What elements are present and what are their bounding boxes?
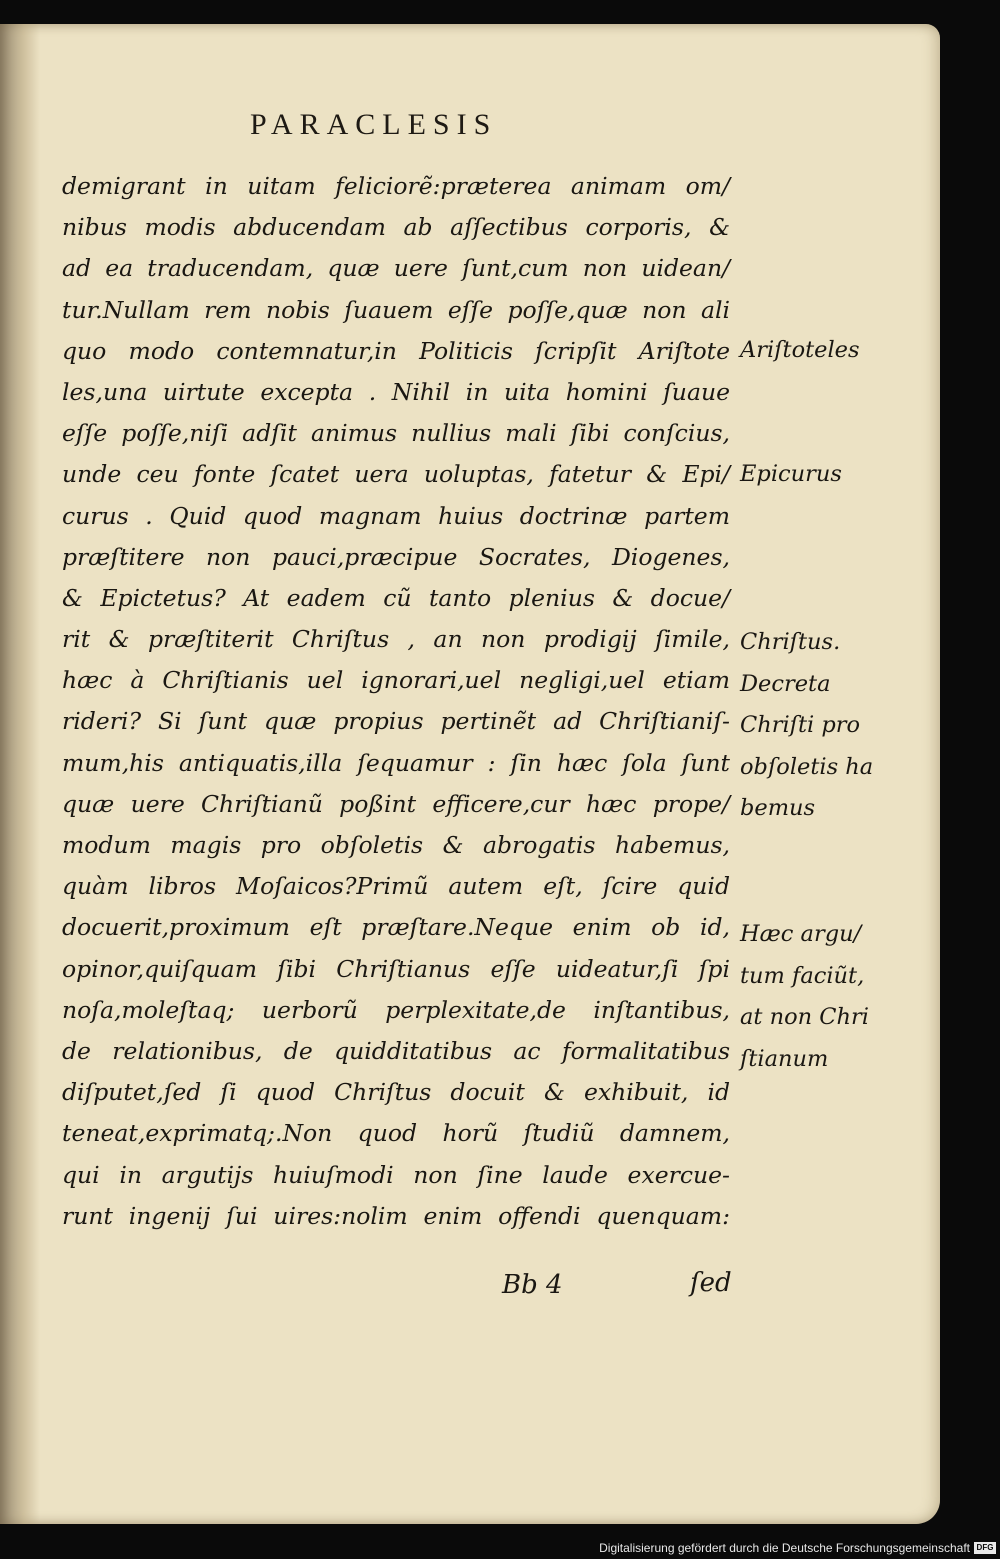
signature-mark: Bb 4 [502, 1270, 563, 1300]
dfg-logo: DFG [974, 1542, 996, 1554]
body-text [62, 166, 730, 1237]
text-line: tur.Nullam rem nobis ſuauem eſſe poſſe,quæ non ali [62, 295, 730, 324]
text-line: præſtitere non pauci,præcipue Socrates, Diogenes, [62, 542, 730, 571]
text-line: rideri? Si ſunt quæ propius pertinẽt ad Chriſtianiſ- [62, 707, 730, 736]
text-line: eſſe poſſe,niſi adſit animus nullius mali ſibi conſcius, [62, 419, 730, 448]
margin-note-haec-argutum [740, 914, 890, 1080]
text-line: noſa,moleſtaq; uerborũ perplexitate,de inſtantibus, [62, 995, 730, 1024]
text-line: qui in argutijs huiuſmodi non ſine laude exercue- [62, 1160, 730, 1189]
margin-note-aristoteles [740, 330, 890, 372]
text-line: demigrant in uitam feliciorẽ:præterea animam om/ [62, 172, 730, 200]
text-line: docuerit,proximum eſt præſtare.Neque enim ob id, [62, 913, 730, 942]
catchword: ſed [690, 1268, 732, 1298]
text-line: runt ingenij ſui uires:nolim enim offendi quenquam: [62, 1201, 730, 1230]
margin-note-line: bemus [740, 795, 816, 821]
text-line: rit & præſtiterit Chriſtus , an non prodigij ſimile, [62, 625, 730, 654]
text-line: les,una uirtute excepta . Nihil in uita homini ſuaue [62, 377, 730, 406]
margin-note-line: Epicurus [740, 461, 842, 487]
text-line: unde ceu fonte ſcatet uera uoluptas, fatetur & Epi/ [62, 460, 730, 489]
text-line: mum,his antiquatis,illa ſequamur : ſin hæc ſola ſunt [62, 748, 730, 777]
margin-note-line: Chriſti pro [740, 712, 861, 738]
margin-note-line: at non Chri [740, 1004, 869, 1030]
margin-note-line: tum faciũt, [740, 962, 865, 989]
margin-note-line: ſtianum [740, 1045, 829, 1072]
text-line: curus . Quid quod magnam huius doctrinæ partem [62, 501, 730, 530]
text-line: & Epictetus? At eadem cũ tanto plenius & docue/ [62, 583, 730, 612]
margin-note-line: Decreta [740, 670, 831, 697]
margin-note-christus [740, 622, 890, 830]
text-line: hæc à Chriſtianis uel ignorari,uel negligi,uel etiam [62, 666, 730, 695]
text-line: quo modo contemnatur,in Politicis ſcripſit Ariſtote [62, 336, 730, 365]
margin-note-line: Hæc argu/ [740, 921, 862, 947]
text-line: nibus modis abducendam ab aſſectibus corporis, & [62, 213, 730, 242]
page-gutter-shadow [0, 24, 40, 1524]
text-line: opinor,quiſquam ſibi Chriſtianus eſſe uideatur,ſi ſpi [62, 954, 730, 983]
running-head: PARACLESIS [250, 108, 498, 141]
text-line: ad ea traducendam, quæ uere ſunt,cum non uidean/ [62, 254, 730, 283]
text-line: quæ uere Chriſtianũ poßint efficere,cur hæc prope/ [62, 789, 730, 818]
text-line: quàm libros Moſaicos?Primũ autem eſt, ſcire quid [62, 872, 730, 901]
margin-note-line: Chriſtus. [740, 629, 841, 655]
text-line: diſputet,ſed ſi quod Chriſtus docuit & exhibuit, id [62, 1078, 730, 1107]
margin-note-line: Ariſtoteles [740, 337, 860, 363]
text-line: de relationibus, de quidditatibus ac formalitatibus [62, 1036, 730, 1065]
margin-note-line: obſoletis ha [740, 753, 874, 780]
funding-credit: Digitalisierung gefördert durch die Deutsche Forschungsgemeinschaft [599, 1541, 970, 1555]
text-line: modum magis pro obſoletis & abrogatis habemus, [62, 831, 730, 859]
text-line: teneat,exprimatq;.Non quod horũ ſtudiũ damnem, [62, 1119, 730, 1148]
margin-note-epicurus [740, 454, 890, 496]
